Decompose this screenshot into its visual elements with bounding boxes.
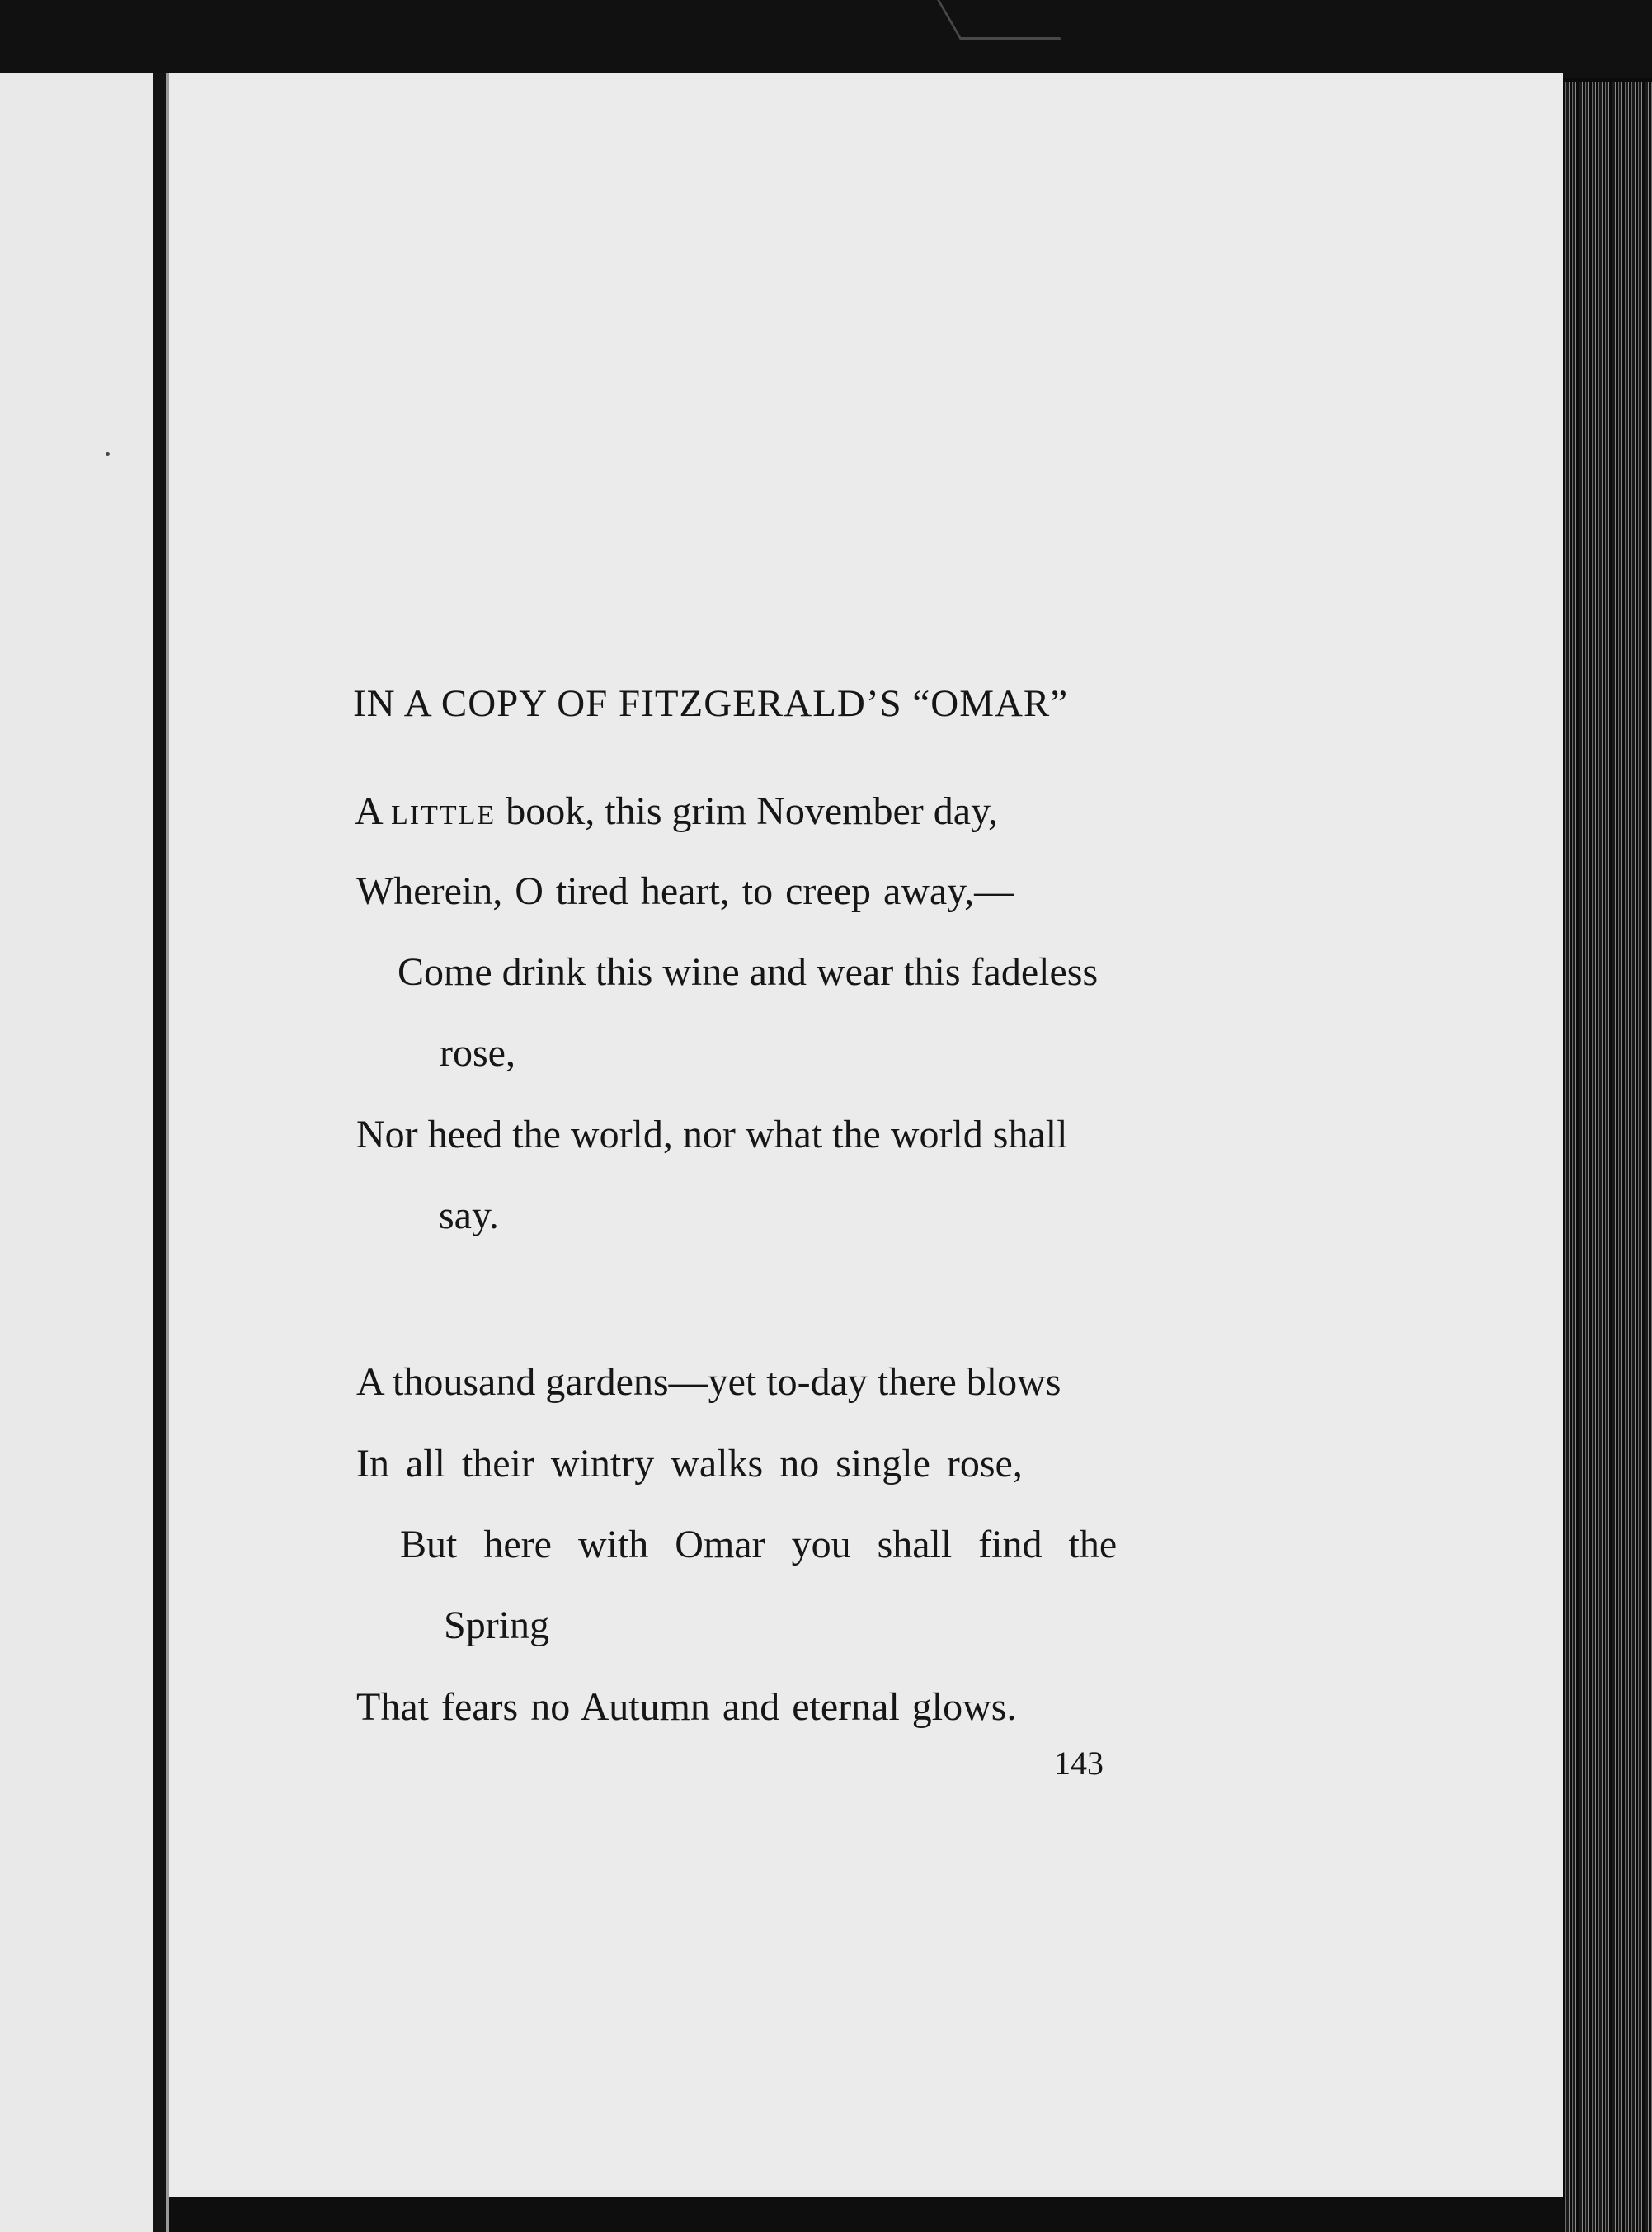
stanza2-line1: A thousand gardens—yet to-day there blows	[356, 1360, 1061, 1404]
stanza2-line4: That fears no Autumn and eternal glows.	[356, 1685, 1017, 1729]
line1-first-word: A	[355, 789, 382, 833]
top-shadow	[0, 0, 1652, 78]
stanza1-line4-cont: say.	[439, 1194, 499, 1237]
poem-title: IN A COPY OF FITZGERALD’S “OMAR”	[353, 682, 1069, 725]
page-number: 143	[1054, 1745, 1104, 1782]
stanza2-line2: In all their wintry walks no single rose,	[356, 1442, 1023, 1486]
stanza1-line4: Nor heed the world, nor what the world shall	[356, 1113, 1068, 1156]
stanza1-line1	[355, 789, 998, 833]
stanza1-line3: Come drink this wine and wear this fadeless	[398, 950, 1099, 994]
stanza1-line2: Wherein, O tired heart, to creep away,—	[356, 869, 1014, 913]
facing-page-edge	[0, 73, 153, 2232]
dust-speck	[106, 452, 110, 456]
gutter	[153, 73, 166, 2232]
stanza2-line3: But here with Omar you shall find the	[400, 1523, 1118, 1566]
book-fore-edge	[1563, 82, 1652, 2232]
line1-smallcaps-word: little	[391, 789, 497, 833]
stanza2-line3-cont: Spring	[444, 1603, 550, 1647]
stanza1-line3-cont: rose,	[440, 1031, 515, 1075]
line1-rest: book, this grim November day,	[506, 789, 998, 833]
bottom-shadow	[169, 2197, 1563, 2232]
